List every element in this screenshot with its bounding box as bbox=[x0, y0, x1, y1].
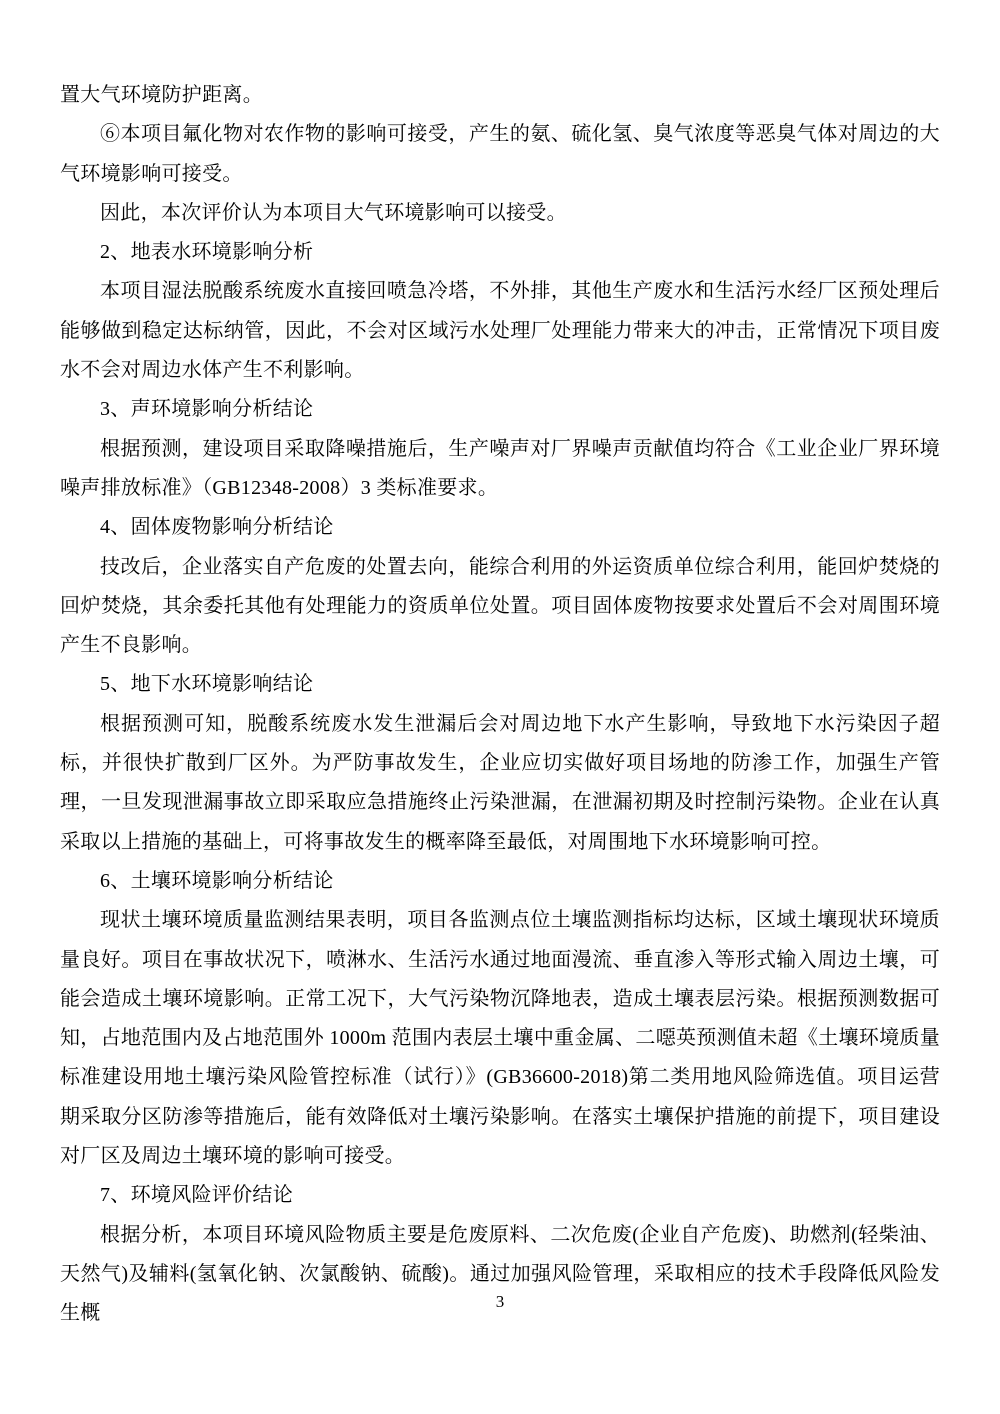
section-heading-environmental-risk: 7、环境风险评价结论 bbox=[100, 1184, 293, 1207]
paragraph: 根据预测，建设项目采取降噪措施后，生产噪声对厂界噪声贡献值均符合《工业企业厂界环境噪声排放标准》（GB12348-2008）3 类标准要求。 bbox=[60, 437, 940, 499]
paragraph: 现状土壤环境质量监测结果表明，项目各监测点位土壤监测指标均达标，区域土壤现状环境质量良好。项目在事故状况下，喷淋水、生活污水通过地面漫流、垂直渗入等形式输入周边土壤，可能会造成土壤环境影响。正常工况下，大气污染物沉降地表，造成土壤表层污染。根据预测数据可知，占地范围内及占地范围外 1000m 范围内表层土壤中重金属、二噁英预测值未超《土壤环境质量标准建设用地土壤污染风险管控标准（试行）》(GB36600-2018)第二类用地风险筛选值。项目运营期采取分区防渗等措施后，能有效降低对土壤污染影响。在落实土壤保护措施的前提下，项目建设对厂区及周边土壤环境的影响可接受。 bbox=[60, 909, 940, 1168]
document-content bbox=[60, 76, 940, 1334]
paragraph: 根据预测可知，脱酸系统废水发生泄漏后会对周边地下水产生影响，导致地下水污染因子超标，并很快扩散到厂区外。为严防事故发生，企业应切实做好项目场地的防渗工作，加强生产管理，一旦发现泄漏事故立即采取应急措施终止污染泄漏，在泄漏初期及时控制污染物。企业在认真采取以上措施的基础上，可将事故发生的概率降至最低，对周围地下水环境影响可控。 bbox=[60, 712, 940, 853]
paragraph: 因此，本次评价认为本项目大气环境影响可以接受。 bbox=[100, 201, 567, 224]
paragraph-continuation: 置大气环境防护距离。 bbox=[60, 84, 263, 106]
section-heading-surface-water: 2、地表水环境影响分析 bbox=[100, 241, 314, 264]
section-heading-soil: 6、土壤环境影响分析结论 bbox=[100, 869, 334, 892]
paragraph: ⑥本项目氟化物对农作物的影响可接受，产生的氨、硫化氢、臭气浓度等恶臭气体对周边的大气环境影响可接受。 bbox=[60, 123, 940, 185]
page-number: 3 bbox=[495, 1292, 505, 1311]
section-heading-groundwater: 5、地下水环境影响结论 bbox=[100, 673, 314, 696]
paragraph: 根据分析，本项目环境风险物质主要是危废原料、二次危废(企业自产危废)、助燃剂(轻柴油、天然气)及辅料(氢氧化钠、次氯酸钠、硫酸)。通过加强风险管理，采取相应的技术手段降低风险发生概 bbox=[60, 1223, 940, 1325]
section-heading-solid-waste: 4、固体废物影响分析结论 bbox=[100, 516, 334, 539]
paragraph: 技改后，企业落实自产危废的处置去向，能综合利用的外运资质单位综合利用，能回炉焚烧的回炉焚烧，其余委托其他有处理能力的资质单位处置。项目固体废物按要求处置后不会对周围环境产生不良影响。 bbox=[60, 555, 940, 657]
paragraph: 本项目湿法脱酸系统废水直接回喷急冷塔，不外排，其他生产废水和生活污水经厂区预处理后能够做到稳定达标纳管，因此，不会对区域污水处理厂处理能力带来大的冲击，正常情况下项目废水不会对周边水体产生不利影响。 bbox=[60, 280, 940, 382]
section-heading-noise: 3、声环境影响分析结论 bbox=[100, 398, 314, 421]
